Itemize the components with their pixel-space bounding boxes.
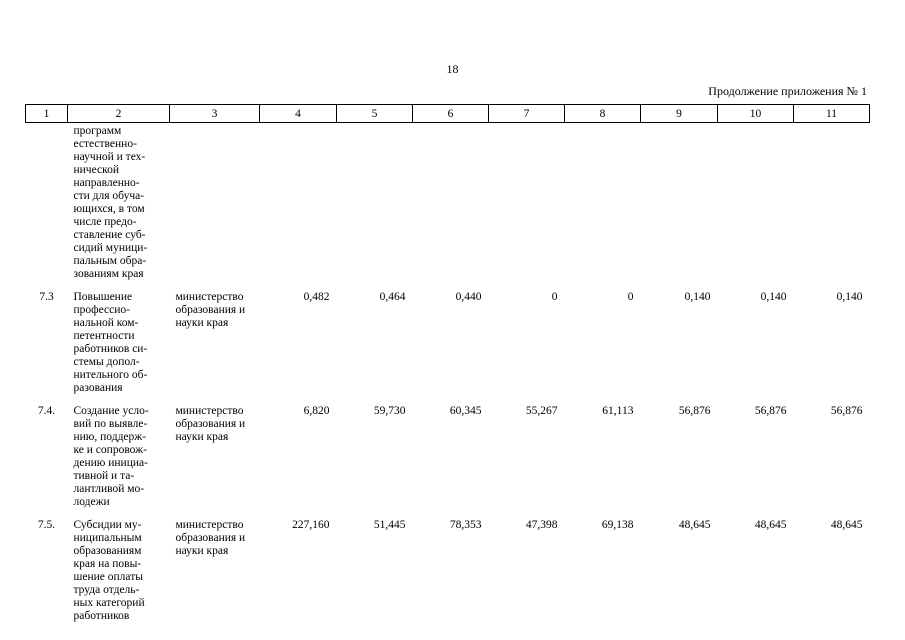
column-header-6: 6 xyxy=(413,105,489,123)
column-header-5: 5 xyxy=(337,105,413,123)
row-value-col-10: 48,645 xyxy=(754,519,787,531)
column-header-3: 3 xyxy=(170,105,260,123)
table-row xyxy=(26,286,870,400)
row-number: 7.3 xyxy=(39,291,54,303)
row-executor xyxy=(170,123,260,287)
row-number xyxy=(26,123,68,287)
column-header-11: 11 xyxy=(794,105,870,123)
row-value-col-7 xyxy=(489,123,565,287)
row-value-col-9 xyxy=(641,123,718,287)
row-description: Субсидии му- ниципальным образованиям края на повы- шение оплаты труда отдель- ных категорий работников xyxy=(73,519,145,622)
continuation-label: Продолжение приложения № 1 xyxy=(708,84,867,98)
row-value-col-4: 0,482 xyxy=(303,291,330,303)
row-value-col-9: 56,876 xyxy=(678,405,711,417)
header-row xyxy=(26,105,870,123)
row-value-col-11: 56,876 xyxy=(830,405,863,417)
row-value-col-4 xyxy=(260,123,337,287)
row-value-col-6 xyxy=(413,123,489,287)
row-value-col-11: 0,140 xyxy=(836,291,863,303)
table-row xyxy=(26,400,870,514)
column-header-10: 10 xyxy=(718,105,794,123)
row-value-col-8: 61,113 xyxy=(602,405,634,417)
row-value-col-5: 59,730 xyxy=(373,405,406,417)
row-value-col-7: 55,267 xyxy=(525,405,558,417)
column-header-9: 9 xyxy=(641,105,718,123)
row-value-col-4: 6,820 xyxy=(303,405,330,417)
column-header-8: 8 xyxy=(565,105,641,123)
row-value-col-8: 0 xyxy=(627,291,634,303)
page-number: 18 xyxy=(446,62,459,76)
row-value-col-5: 51,445 xyxy=(373,519,406,531)
column-header-2: 2 xyxy=(68,105,170,123)
table-row xyxy=(26,123,870,287)
row-value-col-10 xyxy=(718,123,794,287)
budget-table xyxy=(25,104,870,628)
row-value-col-10: 56,876 xyxy=(754,405,787,417)
row-value-col-6: 0,440 xyxy=(455,291,482,303)
table-row xyxy=(26,514,870,628)
row-description: Повышение профессио- нальной ком- петентности работников си- стемы допол- нительного об- разования xyxy=(73,291,148,394)
row-executor: министерство образования и науки края xyxy=(175,405,246,443)
row-executor: министерство образования и науки края xyxy=(175,291,246,329)
row-number: 7.4. xyxy=(37,405,56,417)
row-value-col-6: 60,345 xyxy=(449,405,482,417)
row-number: 7.5. xyxy=(37,519,56,531)
row-value-col-11: 48,645 xyxy=(830,519,863,531)
row-value-col-5: 0,464 xyxy=(379,291,406,303)
row-value-col-9: 48,645 xyxy=(678,519,711,531)
row-description: программ естественно- научной и тех- нической направленно- сти для обуча- ющихся, в том числе предо- ставление суб- сидий муници- пальным обра- зованиям края xyxy=(73,125,148,280)
row-value-col-7: 0 xyxy=(551,291,558,303)
row-value-col-8: 69,138 xyxy=(601,519,634,531)
row-executor: министерство образования и науки края xyxy=(175,519,246,557)
column-header-7: 7 xyxy=(489,105,565,123)
table-body xyxy=(26,123,870,629)
row-value-col-7: 47,398 xyxy=(525,519,558,531)
row-value-col-10: 0,140 xyxy=(760,291,787,303)
row-value-col-11 xyxy=(794,123,870,287)
row-value-col-5 xyxy=(337,123,413,287)
row-description: Создание усло- вий по выявле- нию, поддерж- ке и сопровож- дению инициа- тивной и та- лантливой мо- лодежи xyxy=(73,405,149,508)
row-value-col-9: 0,140 xyxy=(684,291,711,303)
column-header-1: 1 xyxy=(26,105,68,123)
row-value-col-4: 227,160 xyxy=(292,519,330,531)
row-value-col-8 xyxy=(565,123,641,287)
row-value-col-6: 78,353 xyxy=(449,519,482,531)
column-header-4: 4 xyxy=(260,105,337,123)
